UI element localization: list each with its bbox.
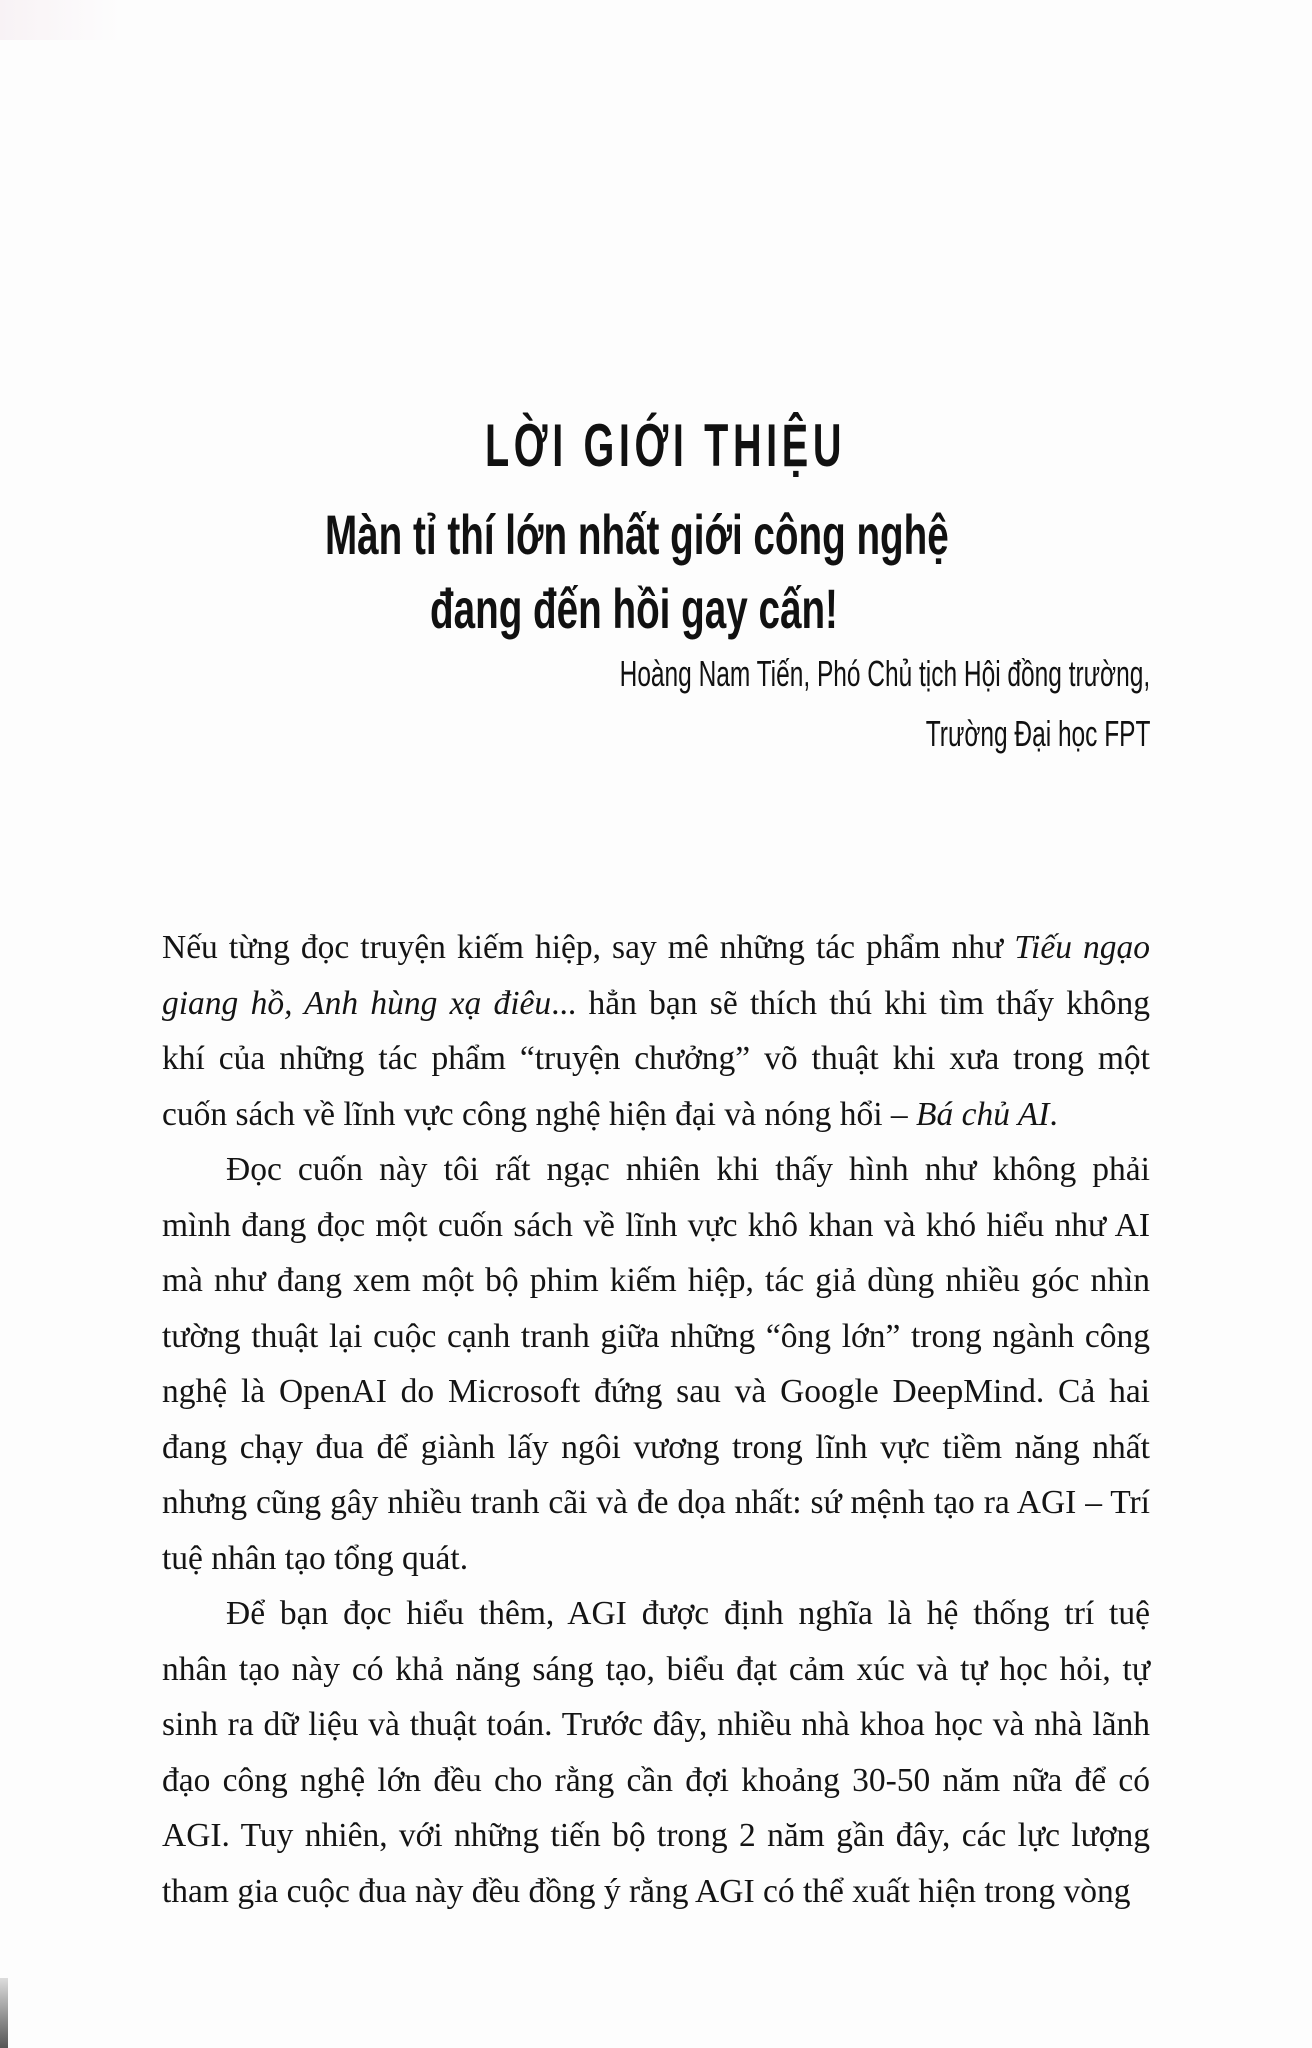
chapter-subtitle-line-2: đang đến hồi gay cấn! — [430, 577, 838, 640]
text-line — [162, 976, 1150, 1032]
chapter-title: LỜI GIỚI THIỆU — [485, 412, 847, 479]
page-edge-shadow — [0, 1978, 8, 2048]
text-run: Để bạn đọc hiểu thêm, AGI được định nghĩa là hệ thống trí tuệ — [226, 1595, 1150, 1632]
text-line — [162, 1420, 1150, 1476]
chapter-subtitle-line-1: Màn tỉ thí lớn nhất giới công nghệ — [325, 503, 949, 566]
text-line — [162, 1753, 1150, 1809]
text-run: . — [1049, 1095, 1058, 1133]
author-attribution-line-2: Trường Đại học FPT — [925, 713, 1150, 754]
text-line — [162, 1087, 1150, 1143]
text-line — [162, 1864, 1150, 1920]
text-run: tham gia cuộc đua này đều đồng ý rằng AGI có thể xuất hiện trong vòng — [162, 1872, 1131, 1910]
paragraph — [162, 1586, 1150, 1919]
text-line — [162, 1586, 1150, 1642]
text-run: ... hẳn bạn sẽ thích thú khi tìm thấy không — [551, 984, 1150, 1022]
author-attribution-line-1: Hoàng Nam Tiến, Phó Chủ tịch Hội đồng trường, — [619, 653, 1150, 694]
text-line — [162, 1697, 1150, 1753]
italic-title-text: giang hồ, Anh hùng xạ điêu — [162, 984, 552, 1022]
text-run: Đọc cuốn này tôi rất ngạc nhiên khi thấy hình như không phải — [226, 1151, 1150, 1188]
text-run: mình đang đọc một cuốn sách về lĩnh vực khô khan và khó hiểu như AI — [162, 1206, 1150, 1244]
italic-title-text: Bá chủ AI — [916, 1095, 1050, 1133]
text-run: đạo công nghệ lớn đều cho rằng cần đợi khoảng 30-50 năm nữa để có — [162, 1761, 1150, 1799]
text-line — [162, 1531, 1150, 1587]
text-run: đang chạy đua để giành lấy ngôi vương trong lĩnh vực tiềm năng nhất — [162, 1428, 1150, 1466]
text-run: khí của những tác phẩm “truyện chưởng” võ thuật khi xưa trong một — [162, 1040, 1150, 1077]
text-run: nhân tạo này có khả năng sáng tạo, biểu đạt cảm xúc và tự học hỏi, tự — [162, 1650, 1150, 1688]
text-run: Nếu từng đọc truyện kiếm hiệp, say mê những tác phẩm như — [162, 929, 1015, 966]
text-line — [162, 1364, 1150, 1420]
paragraph — [162, 920, 1150, 1142]
text-run: tường thuật lại cuộc cạnh tranh giữa những “ông lớn” trong ngành công — [162, 1317, 1150, 1355]
text-line — [162, 1198, 1150, 1254]
text-run: tuệ nhân tạo tổng quát. — [162, 1539, 469, 1577]
paragraph — [162, 1142, 1150, 1586]
text-line — [162, 1031, 1150, 1087]
text-line — [162, 1808, 1150, 1864]
text-run: mà như đang xem một bộ phim kiếm hiệp, tác giả dùng nhiều góc nhìn — [162, 1262, 1150, 1299]
text-run: nghệ là OpenAI do Microsoft đứng sau và Google DeepMind. Cả hai — [162, 1373, 1150, 1410]
text-line — [162, 920, 1150, 976]
body-text — [162, 920, 1150, 1919]
italic-title-text: Tiếu ngạo — [1014, 929, 1150, 966]
text-line — [162, 1642, 1150, 1698]
text-line — [162, 1253, 1150, 1309]
text-line — [162, 1309, 1150, 1365]
text-line — [162, 1475, 1150, 1531]
page-corner-smudge — [0, 0, 120, 40]
text-line — [162, 1142, 1150, 1198]
text-run: cuốn sách về lĩnh vực công nghệ hiện đại và nóng hổi – — [162, 1095, 917, 1133]
text-run: AGI. Tuy nhiên, với những tiến bộ trong 2 năm gần đây, các lực lượng — [162, 1817, 1150, 1854]
text-run: sinh ra dữ liệu và thuật toán. Trước đây, nhiều nhà khoa học và nhà lãnh — [162, 1706, 1150, 1743]
text-run: nhưng cũng gây nhiều tranh cãi và đe dọa nhất: sứ mệnh tạo ra AGI – Trí — [162, 1484, 1150, 1521]
